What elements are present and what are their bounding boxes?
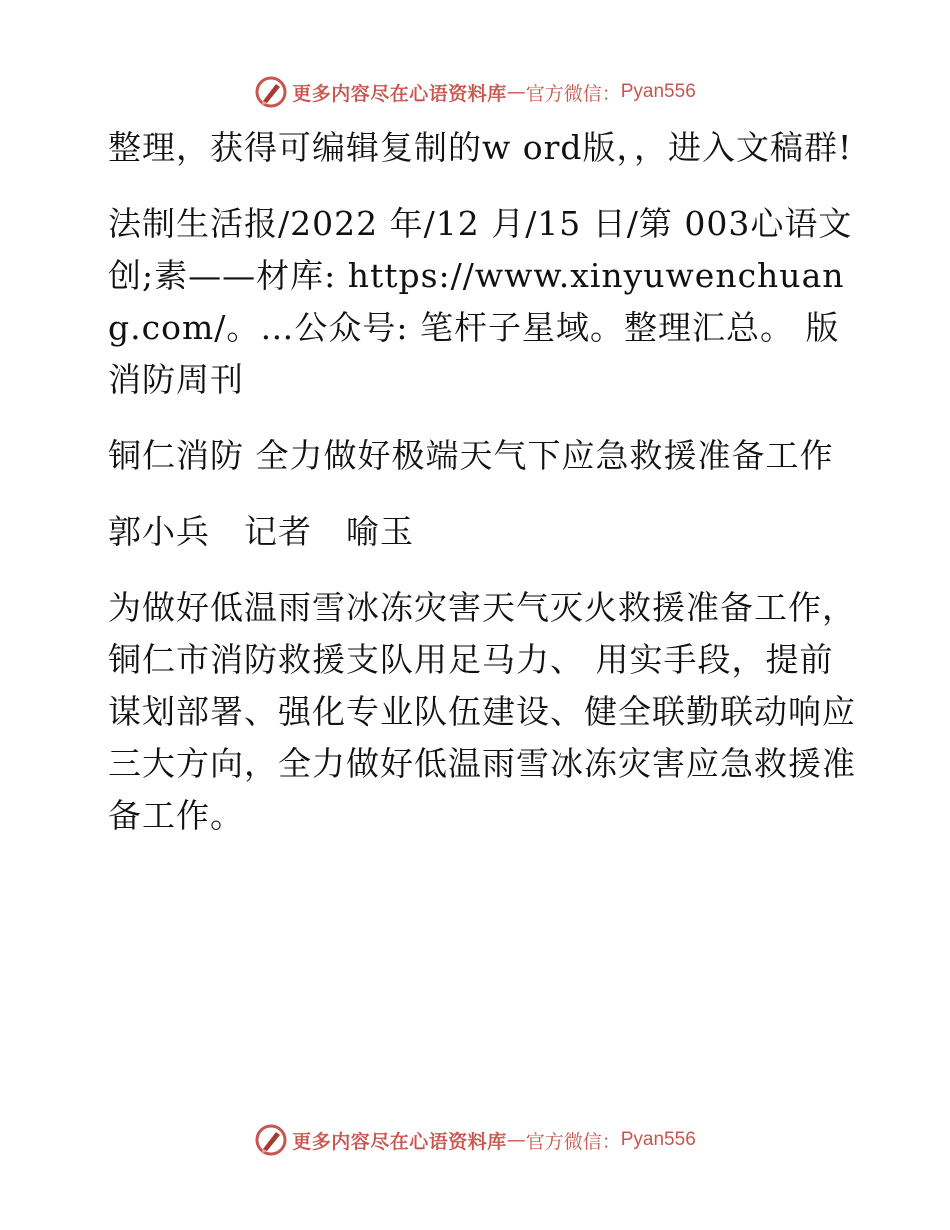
banner-dash: — bbox=[506, 1129, 526, 1151]
banner-wechat-id: Pyan556 bbox=[620, 1129, 696, 1150]
banner-wechat-label: 官方微信： bbox=[525, 82, 621, 105]
banner-wechat-id: Pyan556 bbox=[620, 81, 696, 102]
pen-logo-icon bbox=[254, 1123, 288, 1157]
paragraph-intro: 整理，获得可编辑复制的w ord版，，进入文稿群! bbox=[108, 128, 853, 167]
document-body bbox=[96, 122, 856, 842]
paragraph-body: 为做好低温雨雪冰冻灾害天气灭火救援准备工作， 铜仁市消防救援支队用足马力、 用实手段，提前谋划部署、强化专业队伍建设、健全联勤联动响应三大方向，全力做好低温雨雪冰冻灾害应急救援准备工作。 bbox=[108, 588, 856, 835]
banner-main-text: 更多内容尽在心语资料库 bbox=[292, 82, 507, 105]
banner-main-text: 更多内容尽在心语资料库 bbox=[292, 1130, 507, 1153]
pen-logo-icon bbox=[254, 75, 288, 109]
footer-watermark bbox=[0, 1120, 950, 1160]
paragraph-source: 法制生活报/2022 年/12 月/15 日/第 003心语文创;素——材库: https://www.xinyuwenchuang.com/。…公众号: 笔杆子星域。整理汇总。 版消防周刊 bbox=[108, 204, 853, 399]
header-watermark bbox=[0, 72, 950, 112]
article-byline: 郭小兵 记者 喻玉 bbox=[108, 512, 414, 551]
article-headline: 铜仁消防 全力做好极端天气下应急救援准备工作 bbox=[108, 436, 834, 475]
banner-dash: — bbox=[506, 81, 526, 103]
banner-wechat-label: 官方微信： bbox=[525, 1130, 621, 1153]
